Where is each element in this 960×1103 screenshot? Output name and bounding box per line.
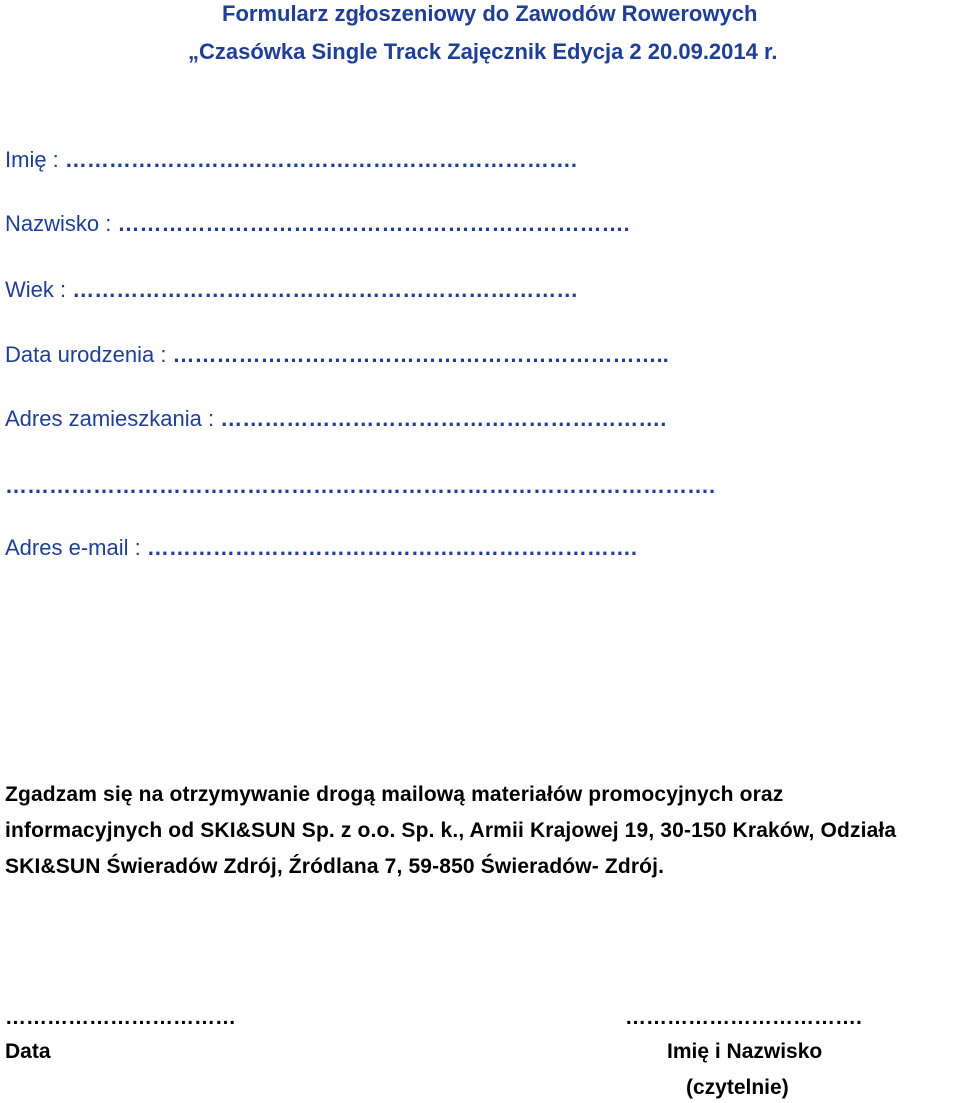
name-signature-dots[interactable]: ……………………………. bbox=[625, 1006, 862, 1029]
field-adres-email-label: Adres e-mail : bbox=[5, 535, 147, 560]
form-subtitle bbox=[0, 39, 960, 65]
field-wiek-dots[interactable]: …………………………………………………………… bbox=[72, 277, 579, 302]
field-adres-email bbox=[5, 535, 637, 561]
field-data-urodzenia-label: Data urodzenia : bbox=[5, 342, 173, 367]
consent-line-2: informacyjnych od SKI&SUN Sp. z o.o. Sp. k., Armii Krajowej 19, 30-150 Kraków, Odziała bbox=[5, 819, 897, 842]
field-imie-label: Imię : bbox=[5, 147, 65, 172]
field-adres-zamieszkania-cont-dots[interactable]: ……………………………………………………………………………………. bbox=[5, 473, 716, 498]
date-signature-dots[interactable]: …………………………… bbox=[5, 1006, 236, 1029]
field-adres-zamieszkania-label: Adres zamieszkania : bbox=[5, 406, 221, 431]
field-adres-email-dots[interactable]: …………………………………………………………. bbox=[146, 535, 637, 560]
field-nazwisko-dots[interactable]: ……………………………………………………………. bbox=[117, 211, 630, 236]
field-imie bbox=[5, 147, 577, 173]
field-wiek bbox=[5, 277, 578, 303]
field-wiek-label: Wiek : bbox=[5, 277, 73, 302]
consent-line-1: Zgadzam się na otrzymywanie drogą mailową materiałów promocyjnych oraz bbox=[5, 783, 784, 806]
field-imie-dots[interactable]: ……………………………………………………………. bbox=[64, 147, 578, 172]
form-title bbox=[0, 1, 960, 27]
title-line-1: Formularz zgłoszeniowy do Zawodów Rowerowych bbox=[222, 1, 758, 26]
field-data-urodzenia-dots[interactable]: ………………………………………………………….. bbox=[172, 342, 669, 367]
field-adres-zamieszkania-dots[interactable]: ……………………………………………………. bbox=[220, 406, 667, 431]
field-nazwisko bbox=[5, 211, 630, 237]
name-label: Imię i Nazwisko bbox=[667, 1040, 823, 1063]
name-note: (czytelnie) bbox=[686, 1076, 789, 1099]
field-data-urodzenia bbox=[5, 342, 669, 368]
field-adres-zamieszkania-cont bbox=[5, 473, 715, 499]
field-adres-zamieszkania bbox=[5, 406, 666, 432]
field-nazwisko-label: Nazwisko : bbox=[5, 211, 118, 236]
title-line-2: „Czasówka Single Track Zajęcznik Edycja 2 20.09.2014 r. bbox=[188, 39, 778, 64]
date-label: Data bbox=[5, 1040, 51, 1063]
consent-line-3: SKI&SUN Świeradów Zdrój, Źródlana 7, 59-850 Świeradów- Zdrój. bbox=[5, 855, 665, 878]
